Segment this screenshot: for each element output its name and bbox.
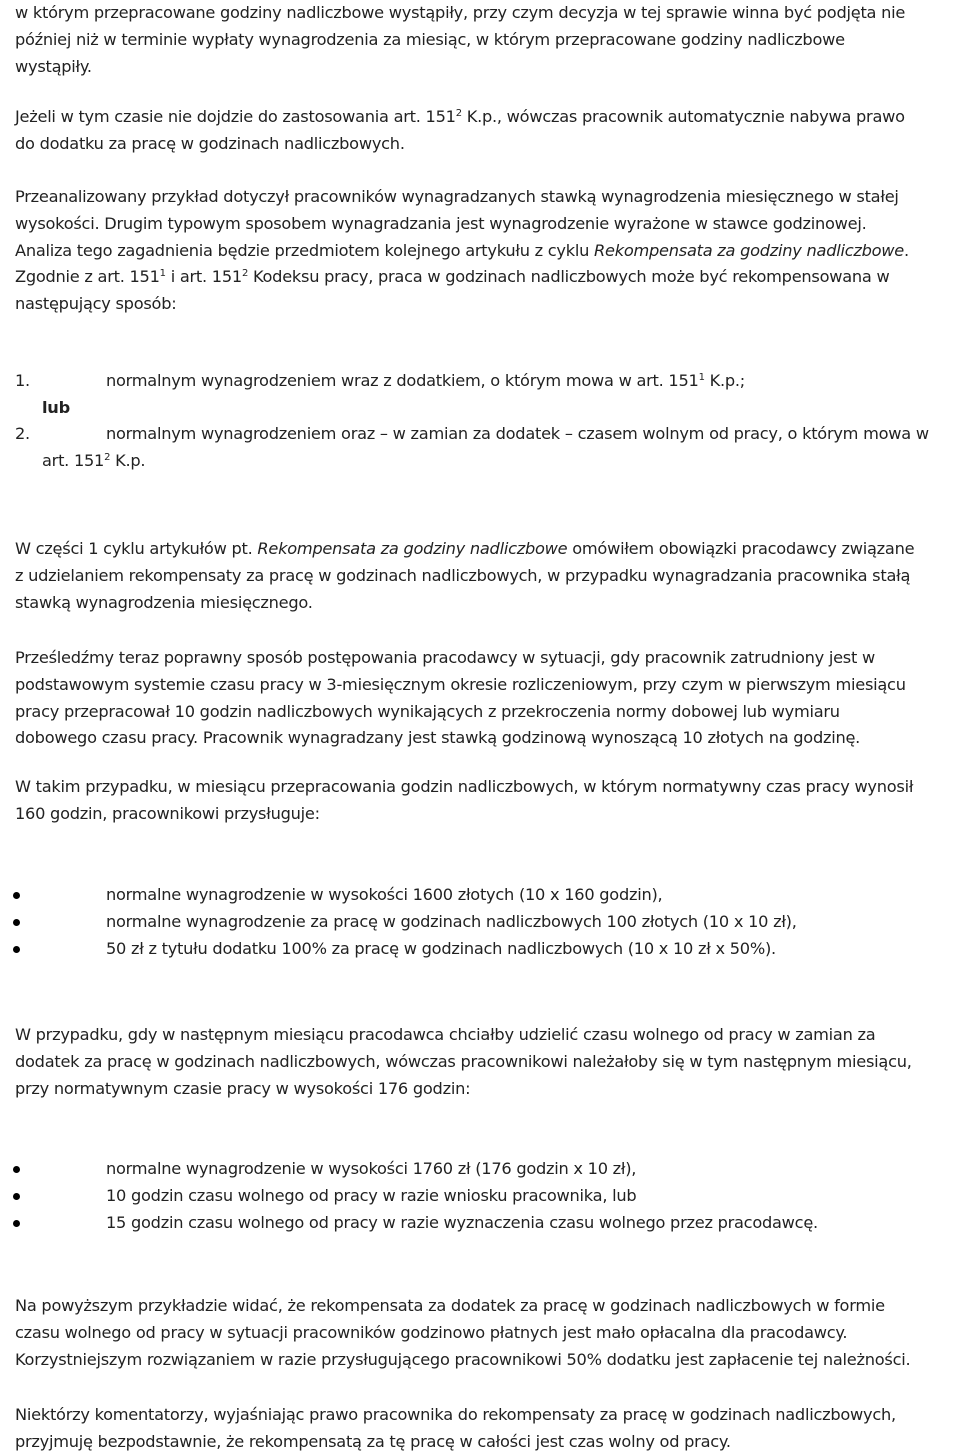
- text-line: W przypadku, gdy w następnym miesiącu pracodawca chciałby udzielić czasu wolnego od pracy w zamian za: [15, 1025, 876, 1044]
- entitlement-list: [2, 882, 960, 962]
- list-item-text: 50 zł z tytułu dodatku 100% za pracę w godzinach nadliczbowych (10 x 10 zł x 50%).: [106, 938, 776, 958]
- text-segment: .: [904, 240, 909, 260]
- text-line: z udzielaniem rekompensaty za pracę w godzinach nadliczbowych, w przypadku wynagradzania pracownika stałą: [15, 565, 911, 585]
- text-line: normalnym wynagrodzeniem oraz – w zamian za dodatek – czasem wolnym od pracy, o którym mowa w: [106, 423, 929, 443]
- bullet-icon: [13, 919, 20, 926]
- list-item-text: 15 godzin czasu wolnego od pracy w razie wyznaczenia czasu wolnego przez pracodawcę.: [106, 1212, 818, 1232]
- text-line: do dodatku za pracę w godzinach nadliczbowych.: [15, 133, 405, 153]
- series-title-link[interactable]: Rekompensata za godziny nadliczbowe: [594, 240, 904, 260]
- text-line: 160 godzin, pracownikowi przysługuje:: [15, 803, 320, 823]
- text-segment: Zgodnie z art. 151: [15, 267, 160, 287]
- text-line: Niektórzy komentatorzy, wyjaśniając prawo pracownika do rekompensaty za pracę w godzinach nadliczbowych,: [15, 1405, 896, 1424]
- paragraph-example-scenario: [15, 645, 960, 752]
- superscript: 2: [455, 108, 462, 119]
- text-line: przy normatywnym czasie pracy w wysokości 176 godzin:: [15, 1078, 471, 1098]
- list-number: 2.: [15, 423, 30, 443]
- text-line: dobowego czasu pracy. Pracownik wynagradzany jest stawką godzinową wynoszącą 10 złotych na godzinę.: [15, 728, 861, 748]
- series-title-link[interactable]: Rekompensata za godziny nadliczbowe: [257, 539, 568, 558]
- text-line: później niż w terminie wypłaty wynagrodzenia za miesiąc, w którym przepracowane godziny nadliczbowe: [15, 29, 845, 49]
- text-line: stawką wynagrodzenia miesięcznego.: [15, 592, 313, 612]
- bullet-icon: [13, 1193, 20, 1200]
- paragraph-conclusion: [15, 1293, 960, 1373]
- text-line: W takim przypadku, w miesiącu przepracowania godzin nadliczbowych, w którym normatywny czas pracy wynosił: [15, 777, 914, 796]
- text-segment: W części 1 cyklu artykułów pt.: [15, 539, 258, 558]
- bullet-icon: [13, 1166, 20, 1173]
- list-item-text: normalne wynagrodzenie za pracę w godzinach nadliczbowych 100 złotych (10 x 10 zł),: [106, 911, 797, 931]
- text-line: [2, 448, 960, 475]
- text-line: w którym przepracowane godziny nadliczbowe wystąpiły, przy czym decyzja w tej sprawie winna być podjęta nie: [15, 3, 906, 22]
- superscript: 1: [159, 268, 166, 280]
- text-line: następujący sposób:: [15, 294, 177, 314]
- text-segment: normalnym wynagrodzeniem wraz z dodatkiem, o którym mowa w art. 151: [106, 371, 699, 390]
- paragraph-commentators: [15, 1402, 960, 1456]
- superscript: 2: [241, 268, 249, 280]
- text-line: Przeanalizowany przykład dotyczył pracowników wynagradzanych stawką wynagrodzenia miesięcznego w stałej: [15, 187, 899, 206]
- text-line: podstawowym systemie czasu pracy w 3-miesięcznym okresie rozliczeniowym, przy czym w pierwszym miesiącu: [15, 674, 906, 694]
- text-line: Na powyższym przykładzie widać, że rekompensata za dodatek za pracę w godzinach nadliczbowych w formie: [15, 1296, 885, 1315]
- list-number: 1.: [15, 371, 30, 390]
- paragraph-analysis: [15, 184, 960, 318]
- time-off-list: [2, 1156, 960, 1236]
- text-line: dodatek za pracę w godzinach nadliczbowych, wówczas pracownikowi należałoby się w tym następnym miesiącu,: [15, 1051, 912, 1071]
- list-item: [2, 421, 960, 475]
- compensation-methods-list: [2, 368, 960, 474]
- paragraph-entitlement-intro: [15, 774, 960, 828]
- text-segment: i art. 151: [165, 267, 242, 287]
- text-segment: Kodeksu pracy, praca w godzinach nadliczbowych może być rekompensowana w: [248, 267, 890, 287]
- text-line: Prześledźmy teraz poprawny sposób postępowania pracodawcy w sytuacji, gdy pracownik zatrudniony jest w: [15, 648, 875, 667]
- text-line: wysokości. Drugim typowym sposobem wynagradzania jest wynagrodzenie wyrażone w stawce godzinowej.: [15, 213, 867, 233]
- text-line: wystąpiły.: [15, 56, 92, 76]
- text-segment: K.p.;: [704, 371, 745, 390]
- list-item: [2, 1156, 960, 1183]
- text-segment: K.p.: [110, 450, 146, 470]
- bullet-icon: [13, 946, 20, 953]
- text-segment: Jeżeli w tym czasie nie dojdzie do zastosowania art. 151: [15, 107, 456, 126]
- text-segment: Analiza tego zagadnienia będzie przedmiotem kolejnego artykułu z cyklu: [15, 240, 595, 260]
- text-segment: art. 151: [42, 450, 105, 470]
- list-connector-lub: lub: [42, 397, 70, 417]
- bullet-icon: [13, 892, 20, 899]
- superscript: 1: [698, 372, 705, 383]
- superscript: 2: [104, 451, 111, 463]
- list-item-text: 10 godzin czasu wolnego od pracy w razie wniosku pracownika, lub: [106, 1185, 637, 1205]
- text-line: pracy przepracował 10 godzin nadliczbowych wynikających z przekroczenia normy dobowej lub wymiaru: [15, 701, 840, 721]
- bullet-icon: [13, 1220, 20, 1227]
- list-item: [2, 1183, 960, 1210]
- text-segment: K.p., wówczas pracownik automatycznie nabywa prawo: [461, 107, 905, 126]
- list-item: [2, 1210, 960, 1237]
- text-line: przyjmuję bezpodstawnie, że rekompensatą za tę pracę w całości jest czas wolny od pracy.: [15, 1431, 731, 1451]
- paragraph-time-off-scenario: [15, 1022, 960, 1102]
- paragraph-automatic-entitlement: [15, 104, 960, 158]
- list-item: [2, 909, 960, 936]
- text-line: Korzystniejszym rozwiązaniem w razie przysługującego pracownikowi 50% dodatku jest zapłacenie tej należności.: [15, 1349, 911, 1369]
- list-item: [2, 882, 960, 909]
- text-line: czasu wolnego od pracy w sytuacji pracowników godzinowo płatnych jest mało opłacalna dla pracodawcy.: [15, 1322, 848, 1342]
- list-item: [2, 368, 960, 395]
- paragraph-decision-deadline: [15, 0, 960, 80]
- paragraph-part-one-reference: [15, 536, 960, 616]
- list-item-text: normalne wynagrodzenie w wysokości 1600 złotych (10 x 160 godzin),: [106, 885, 663, 904]
- list-item-text: normalne wynagrodzenie w wysokości 1760 zł (176 godzin x 10 zł),: [106, 1159, 637, 1178]
- list-item: [2, 936, 960, 963]
- text-segment: omówiłem obowiązki pracodawcy związane: [567, 539, 915, 558]
